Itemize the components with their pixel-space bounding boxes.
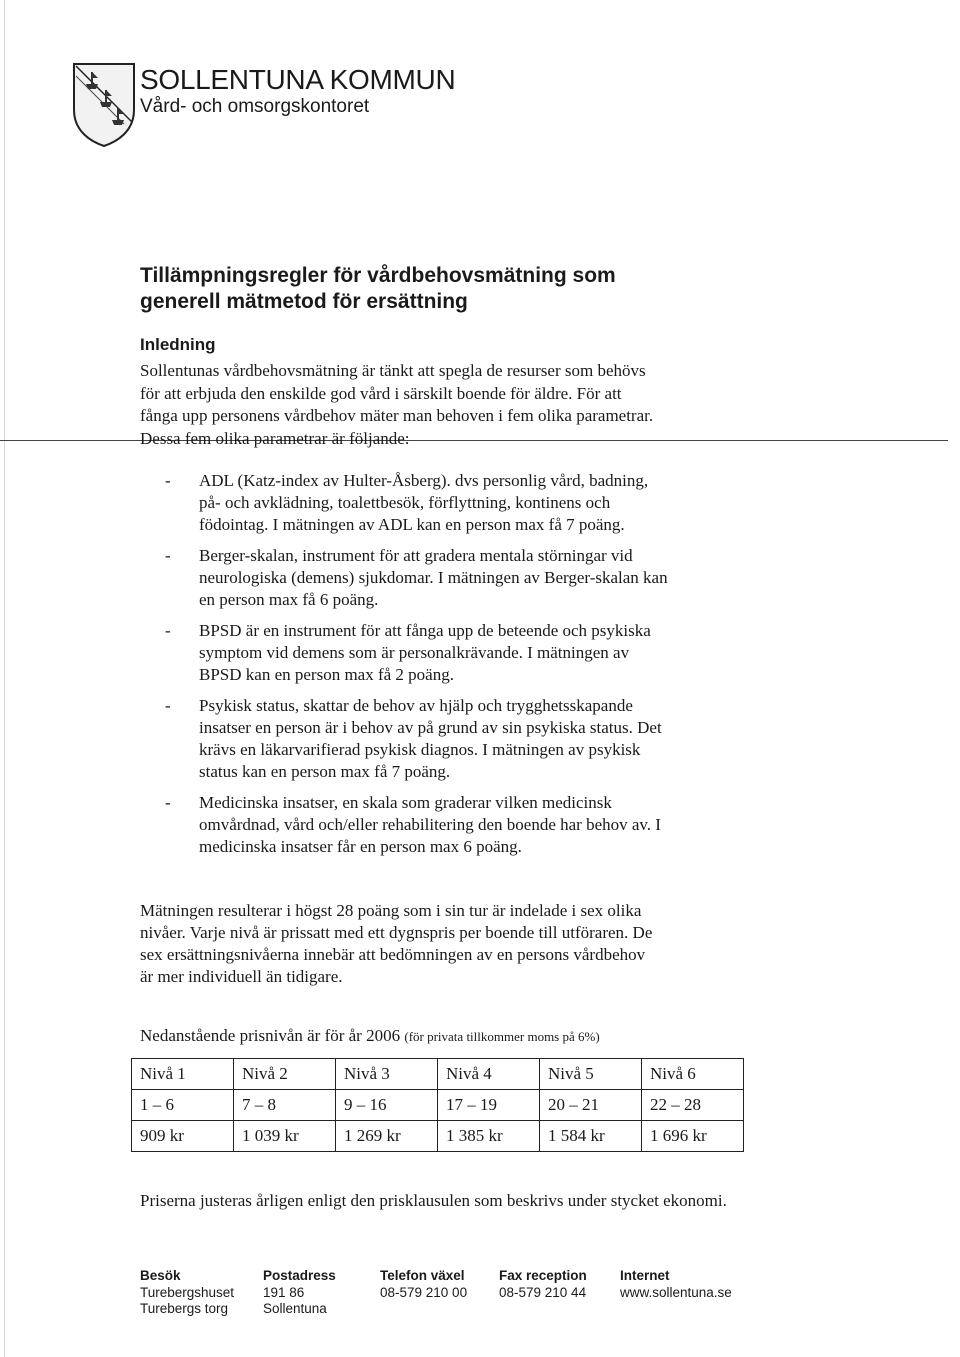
- list-item: [165, 470, 785, 536]
- table-row: [132, 1090, 744, 1121]
- footer-line: 08-579 210 00: [380, 1284, 468, 1300]
- department-name: Vård- och omsorgskontoret: [140, 96, 370, 117]
- parameter-list: [165, 470, 785, 867]
- table-cell: Nivå 3: [336, 1059, 438, 1090]
- footer-heading: Postadress: [263, 1268, 336, 1283]
- list-item-line: krävs en läkarvarifierad psykisk diagnos. I mätningen av psykisk: [199, 740, 641, 759]
- list-item-line: medicinska insatser får en person max 6 poäng.: [199, 837, 522, 856]
- table-cell: 7 – 8: [234, 1090, 336, 1121]
- footer-column-internet: [620, 1268, 732, 1301]
- table-cell: 1 584 kr: [540, 1121, 642, 1152]
- footer-link[interactable]: www.sollentuna.se: [620, 1284, 732, 1300]
- intro-line: Sollentunas vårdbehovsmätning är tänkt att spegla de resurser som behövs: [140, 361, 646, 380]
- list-item-line: omvårdnad, vård och/eller rehabilitering den boende har behov av. I: [199, 815, 661, 834]
- list-item-line: BPSD är en instrument för att fånga upp de beteende och psykiska: [199, 621, 651, 640]
- footer-line: Turebergs torg: [140, 1301, 229, 1316]
- table-cell: 1 385 kr: [438, 1121, 540, 1152]
- paragraph-line: Mätningen resulterar i högst 28 poäng som i sin tur är indelade i sex olika: [140, 901, 642, 920]
- paragraph-line: nivåer. Varje nivå är prissatt med ett dygnspris per boende till utföraren. De: [140, 923, 653, 942]
- price-table: [131, 1058, 744, 1152]
- title-line: Tillämpningsregler för vårdbehovsmätning som: [140, 264, 616, 287]
- intro-line: fånga upp personens vårdbehov mäter man behoven i fem olika parametrar.: [140, 406, 654, 425]
- list-item-line: BPSD kan en person max få 2 poäng.: [199, 665, 454, 684]
- list-item-line: ADL (Katz-index av Hulter-Åsberg). dvs personlig vård, badning,: [199, 471, 649, 490]
- table-cell: 22 – 28: [642, 1090, 744, 1121]
- footer-column-phone: [380, 1268, 467, 1301]
- list-item-line: insatser en person är i behov av på grund av sin psykiska status. Det: [199, 718, 662, 737]
- list-item-line: födointag. I mätningen av ADL kan en person max få 7 poäng.: [199, 515, 625, 534]
- table-cell: 17 – 19: [438, 1090, 540, 1121]
- table-cell: 1 039 kr: [234, 1121, 336, 1152]
- list-item: [165, 695, 785, 783]
- result-paragraph: [140, 900, 760, 988]
- page-edge-line: [4, 0, 5, 1357]
- list-item-line: neurologiska (demens) sjukdomar. I mätningen av Berger-skalan kan: [199, 568, 668, 587]
- list-dash: -: [165, 793, 171, 812]
- table-cell: 1 – 6: [132, 1090, 234, 1121]
- table-cell: Nivå 1: [132, 1059, 234, 1090]
- footer-heading: Fax reception: [499, 1268, 587, 1283]
- table-cell: 909 kr: [132, 1121, 234, 1152]
- municipality-crest-icon: [72, 62, 136, 148]
- intro-line: för att erbjuda den enskilde god vård i särskilt boende för äldre. För att: [140, 383, 622, 403]
- list-item-line: Medicinska insatser, en skala som graderar vilken medicinsk: [199, 793, 612, 812]
- closing-paragraph: Priserna justeras årligen enligt den prisklausulen som beskrivs under stycket ekonomi.: [140, 1191, 727, 1210]
- table-row: [132, 1121, 744, 1152]
- paragraph-line: är mer individuell än tidigare.: [140, 967, 343, 986]
- list-dash: -: [165, 696, 171, 715]
- table-cell: Nivå 6: [642, 1059, 744, 1090]
- footer-line: Sollentuna: [263, 1301, 327, 1316]
- footer-line: 08-579 210 44: [499, 1284, 587, 1300]
- list-dash: -: [165, 546, 171, 565]
- price-intro: [140, 1026, 600, 1046]
- table-cell: 9 – 16: [336, 1090, 438, 1121]
- paragraph-line: sex ersättningsnivåerna innebär att bedömningen av en persons vårdbehov: [140, 945, 646, 964]
- list-item-line: symptom vid demens som är personalkrävande. I mätningen av: [199, 643, 630, 662]
- footer-line: Turebergshuset: [140, 1284, 235, 1300]
- table-cell: 1 269 kr: [336, 1121, 438, 1152]
- footer-heading: Telefon växel: [380, 1268, 465, 1283]
- intro-paragraph: [140, 360, 860, 428]
- document-title: [140, 263, 820, 315]
- table-cell: Nivå 2: [234, 1059, 336, 1090]
- footer-heading: Internet: [620, 1268, 670, 1283]
- list-item-line: på- och avklädning, toalettbesök, förflyttning, kontinens och: [199, 493, 611, 512]
- list-item-line: Psykisk status, skattar de behov av hjälp och trygghetsskapande: [199, 696, 633, 715]
- table-cell: 20 – 21: [540, 1090, 642, 1121]
- table-cell: Nivå 5: [540, 1059, 642, 1090]
- organization-name: SOLLENTUNA KOMMUN: [140, 64, 456, 95]
- list-item-line: status kan en person max få 7 poäng.: [199, 762, 451, 781]
- list-item: [165, 545, 785, 611]
- footer-column-fax: [499, 1268, 587, 1301]
- section-heading: Inledning: [140, 335, 216, 354]
- list-item-line: en person max få 6 poäng.: [199, 590, 379, 609]
- table-row: [132, 1059, 744, 1090]
- list-item: [165, 620, 785, 686]
- footer-heading: Besök: [140, 1268, 181, 1283]
- table-cell: Nivå 4: [438, 1059, 540, 1090]
- footer-column-postal: [263, 1268, 336, 1318]
- title-line: generell mätmetod för ersättning: [140, 290, 468, 313]
- list-item: [165, 792, 785, 858]
- list-dash: -: [165, 621, 171, 640]
- list-intro: Dessa fem olika parametrar är följande:: [140, 429, 410, 448]
- table-cell: 1 696 kr: [642, 1121, 744, 1152]
- footer-line: 191 86: [263, 1284, 305, 1300]
- list-dash: -: [165, 471, 171, 490]
- price-intro-note: (för privata tillkommer moms på 6%): [404, 1029, 600, 1044]
- footer-column-visit: [140, 1268, 234, 1318]
- price-intro-text: Nedanstående prisnivån är för år 2006: [140, 1026, 401, 1045]
- list-item-line: Berger-skalan, instrument för att gradera mentala störningar vid: [199, 546, 633, 565]
